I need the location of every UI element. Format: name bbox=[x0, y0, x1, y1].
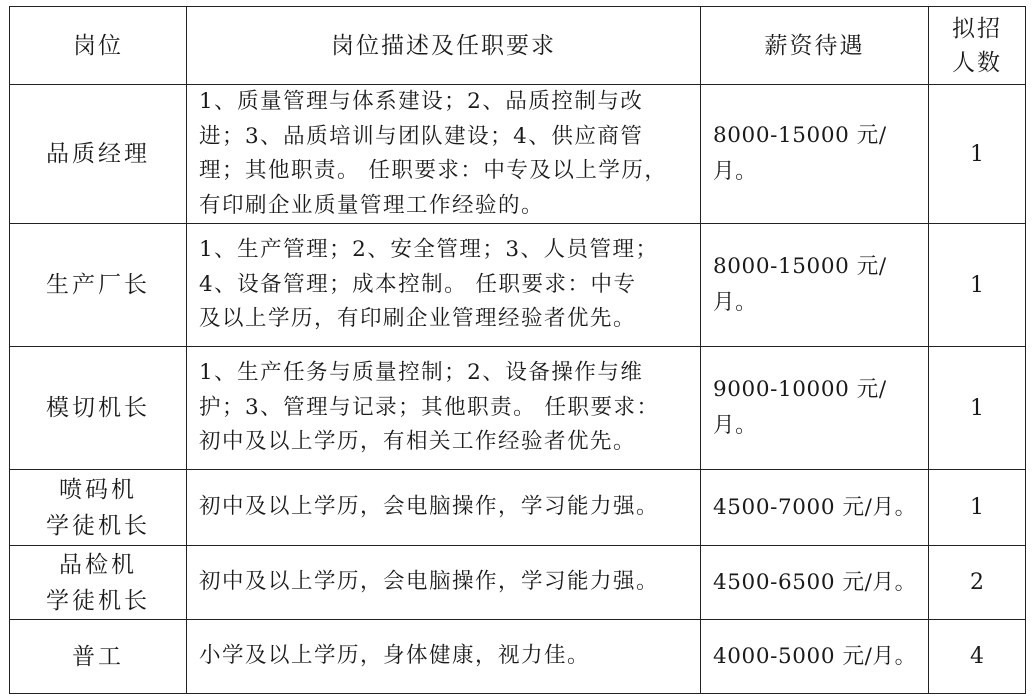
position-text: 喷码机 bbox=[59, 476, 137, 503]
description-cell bbox=[187, 620, 701, 694]
description-line: 初中及以上学历，会电脑操作，学习能力强。 bbox=[199, 569, 660, 595]
table-row bbox=[10, 347, 1026, 470]
position-text: 学徒机长 bbox=[46, 587, 150, 614]
header-description: 岗位描述及任职要求 bbox=[187, 7, 701, 85]
header-salary: 薪资待遇 bbox=[701, 7, 929, 85]
description-cell bbox=[187, 470, 701, 546]
header-count-line2: 人数 bbox=[952, 49, 1002, 76]
description-line: 1、生产管理；2、安全管理；3、人员管理； bbox=[199, 237, 659, 263]
salary-line: 月。 bbox=[713, 290, 758, 315]
recruitment-table bbox=[9, 6, 1026, 694]
description-line: 小学及以上学历，身体健康，视力佳。 bbox=[199, 643, 591, 669]
salary-cell bbox=[701, 85, 929, 224]
count-cell: 4 bbox=[929, 620, 1026, 694]
description-line: 有印刷企业质量管理工作经验的。 bbox=[199, 192, 545, 218]
description-line: 进；3、品质培训与团队建设；4、供应商管 bbox=[199, 123, 644, 149]
position-cell bbox=[10, 546, 187, 620]
position-cell bbox=[10, 347, 187, 470]
salary-line: 4500-7000 元/月。 bbox=[713, 494, 917, 520]
position-cell bbox=[10, 85, 187, 224]
count-cell: 1 bbox=[929, 224, 1026, 347]
description-line: 理；其他职责。 任职要求：中专及以上学历， bbox=[199, 158, 668, 183]
salary-cell bbox=[701, 470, 929, 546]
salary-line: 8000-15000 元/ bbox=[713, 123, 887, 148]
description-line: 及以上学历，有印刷企业管理经验者优先。 bbox=[199, 306, 637, 332]
position-text: 普工 bbox=[72, 643, 124, 670]
salary-line: 8000-15000 元/ bbox=[713, 254, 887, 279]
salary-line: 4000-5000 元/月。 bbox=[713, 643, 917, 669]
table-row bbox=[10, 85, 1026, 224]
description-cell bbox=[187, 224, 701, 347]
description-line: 4、设备管理；成本控制。 任职要求：中专 bbox=[199, 271, 637, 297]
description-cell bbox=[187, 85, 701, 224]
description-line: 1、生产任务与质量控制；2、设备操作与维 bbox=[199, 360, 644, 386]
position-text: 生产厂长 bbox=[46, 272, 150, 298]
salary-line: 月。 bbox=[713, 413, 758, 438]
description-line: 初中及以上学历，会电脑操作，学习能力强。 bbox=[199, 494, 660, 520]
header-count bbox=[929, 7, 1026, 85]
header-position: 岗位 bbox=[10, 7, 187, 85]
description-line: 初中及以上学历，有相关工作经验者优先。 bbox=[199, 429, 637, 455]
description-cell bbox=[187, 546, 701, 620]
salary-line: 9000-10000 元/ bbox=[713, 377, 887, 402]
description-line: 护；3、管理与记录；其他职责。 任职要求： bbox=[199, 394, 660, 420]
position-text: 品质经理 bbox=[46, 141, 150, 167]
count-cell: 1 bbox=[929, 470, 1026, 546]
salary-cell bbox=[701, 620, 929, 694]
header-count-line1: 拟招 bbox=[952, 15, 1002, 42]
position-cell bbox=[10, 224, 187, 347]
position-text: 模切机长 bbox=[46, 395, 150, 421]
count-cell: 1 bbox=[929, 347, 1026, 470]
description-cell bbox=[187, 347, 701, 470]
count-cell: 2 bbox=[929, 546, 1026, 620]
header-row bbox=[10, 7, 1026, 85]
description-line: 1、质量管理与体系建设；2、品质控制与改 bbox=[199, 89, 644, 114]
salary-line: 月。 bbox=[713, 159, 758, 184]
table-row bbox=[10, 224, 1026, 347]
position-text: 品检机 bbox=[59, 551, 137, 578]
table-row bbox=[10, 546, 1026, 620]
position-cell bbox=[10, 620, 187, 694]
salary-cell bbox=[701, 546, 929, 620]
position-text: 学徒机长 bbox=[46, 512, 150, 539]
position-cell bbox=[10, 470, 187, 546]
salary-cell bbox=[701, 347, 929, 470]
table-row bbox=[10, 620, 1026, 694]
count-cell: 1 bbox=[929, 85, 1026, 224]
table-row bbox=[10, 470, 1026, 546]
salary-line: 4500-6500 元/月。 bbox=[713, 569, 917, 595]
salary-cell bbox=[701, 224, 929, 347]
